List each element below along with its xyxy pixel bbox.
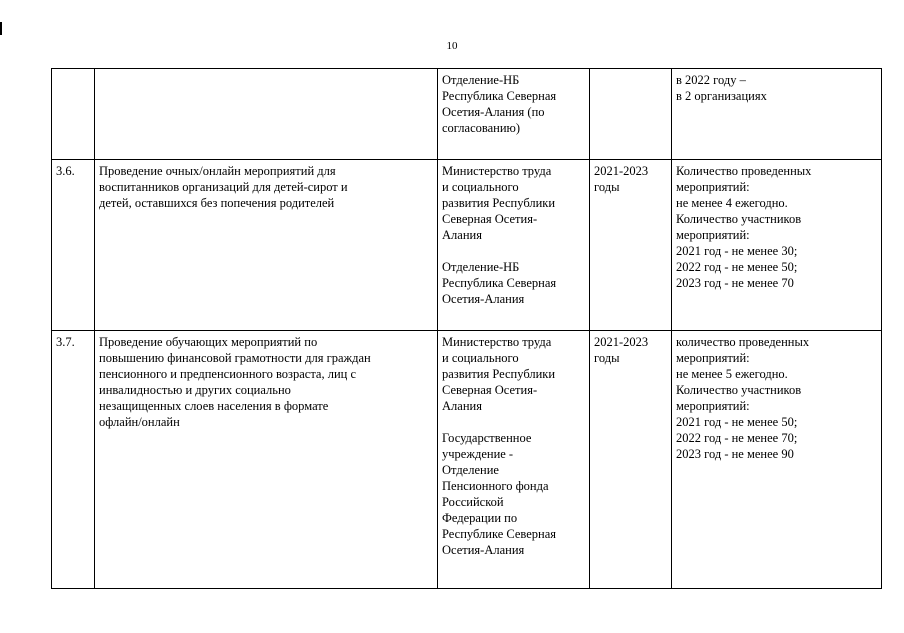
measure-name-line: Проведение обучающих мероприятий по [99,335,318,349]
measure-name-line: незащищенных слоев населения в формате [99,399,329,413]
responsible-line: Пенсионного фонда [442,479,549,493]
term-cell [590,160,672,331]
term-line: годы [594,180,620,194]
responsible-line: Министерство труда [442,335,552,349]
responsible-line: Отделение-НБ [442,73,520,87]
measure-name-line: офлайн/онлайн [99,415,180,429]
measure-name-cell [95,69,438,160]
responsible-line: Республика Северная [442,89,557,103]
measure-name-line: инвалидностью и других социально [99,383,291,397]
measure-name-line: Проведение очных/онлайн мероприятий для [99,164,336,178]
indicator-line: в 2022 году – [676,73,746,87]
responsible-line: Осетия-Алания [442,543,525,557]
term-cell [590,69,672,160]
scan-edge-mark [0,22,2,35]
indicator-line: в 2 организациях [676,89,767,103]
indicator-line: 2023 год - не менее 70 [676,276,794,290]
responsible-line: Федерации по [442,511,518,525]
responsible-line: Республика Северная [442,276,557,290]
responsible-line: Отделение [442,463,499,477]
responsible-line: учреждение - [442,447,514,461]
measure-name-line: воспитанников организаций для детей-сирот и [99,180,348,194]
responsible-line: Российской [442,495,504,509]
responsible-line: Осетия-Алания [442,292,525,306]
paragraph-gap [442,243,585,259]
responsible-line: Северная Осетия- [442,212,538,226]
responsible-cell [438,331,590,589]
indicator-line: мероприятий: [676,399,750,413]
responsible-line: Республике Северная [442,527,557,541]
item-number-cell [52,69,95,160]
responsible-line: Осетия-Алания (по [442,105,545,119]
indicator-line: 2021 год - не менее 50; [676,415,798,429]
table-row-3-6 [52,160,882,331]
term-cell [590,331,672,589]
item-number-cell: 3.6. [52,160,95,331]
indicator-line: количество проведенных [676,335,810,349]
measure-name-line: детей, оставшихся без попечения родителей [99,196,335,210]
responsible-line: и социального [442,351,519,365]
responsible-cell [438,160,590,331]
responsible-line: развития Республики [442,196,556,210]
responsible-line: Северная Осетия- [442,383,538,397]
table-row-3-7 [52,331,882,589]
indicator-line: мероприятий: [676,228,750,242]
responsible-line: Отделение-НБ [442,260,520,274]
indicator-line: 2021 год - не менее 30; [676,244,798,258]
paragraph-gap [442,414,585,430]
indicators-cell [672,331,882,589]
term-line: годы [594,351,620,365]
indicator-line: 2022 год - не менее 50; [676,260,798,274]
term-line: 2021-2023 [594,164,649,178]
indicator-line: Количество участников [676,212,802,226]
responsible-line: развития Республики [442,367,556,381]
indicator-line: мероприятий: [676,180,750,194]
measure-name-cell [95,160,438,331]
responsible-line: согласованию) [442,121,521,135]
responsible-line: Алания [442,399,482,413]
indicator-line: 2022 год - не менее 70; [676,431,798,445]
indicator-line: не менее 4 ежегодно. [676,196,788,210]
measure-name-line: повышению финансовой грамотности для граждан [99,351,371,365]
responsible-line: Алания [442,228,482,242]
table-row-continuation [52,69,882,160]
indicators-cell [672,69,882,160]
indicator-line: Количество участников [676,383,802,397]
responsible-line: Министерство труда [442,164,552,178]
measure-name-cell [95,331,438,589]
item-number-cell: 3.7. [52,331,95,589]
page-number: 10 [446,40,458,52]
indicator-line: 2023 год - не менее 90 [676,447,794,461]
responsible-line: Государственное [442,431,532,445]
measure-name-line: пенсионного и предпенсионного возраста, лиц с [99,367,357,381]
term-line: 2021-2023 [594,335,649,349]
responsible-cell [438,69,590,160]
indicator-line: не менее 5 ежегодно. [676,367,788,381]
indicator-line: Количество проведенных [676,164,812,178]
responsible-line: и социального [442,180,519,194]
measures-table [51,68,882,589]
indicators-cell [672,160,882,331]
indicator-line: мероприятий: [676,351,750,365]
